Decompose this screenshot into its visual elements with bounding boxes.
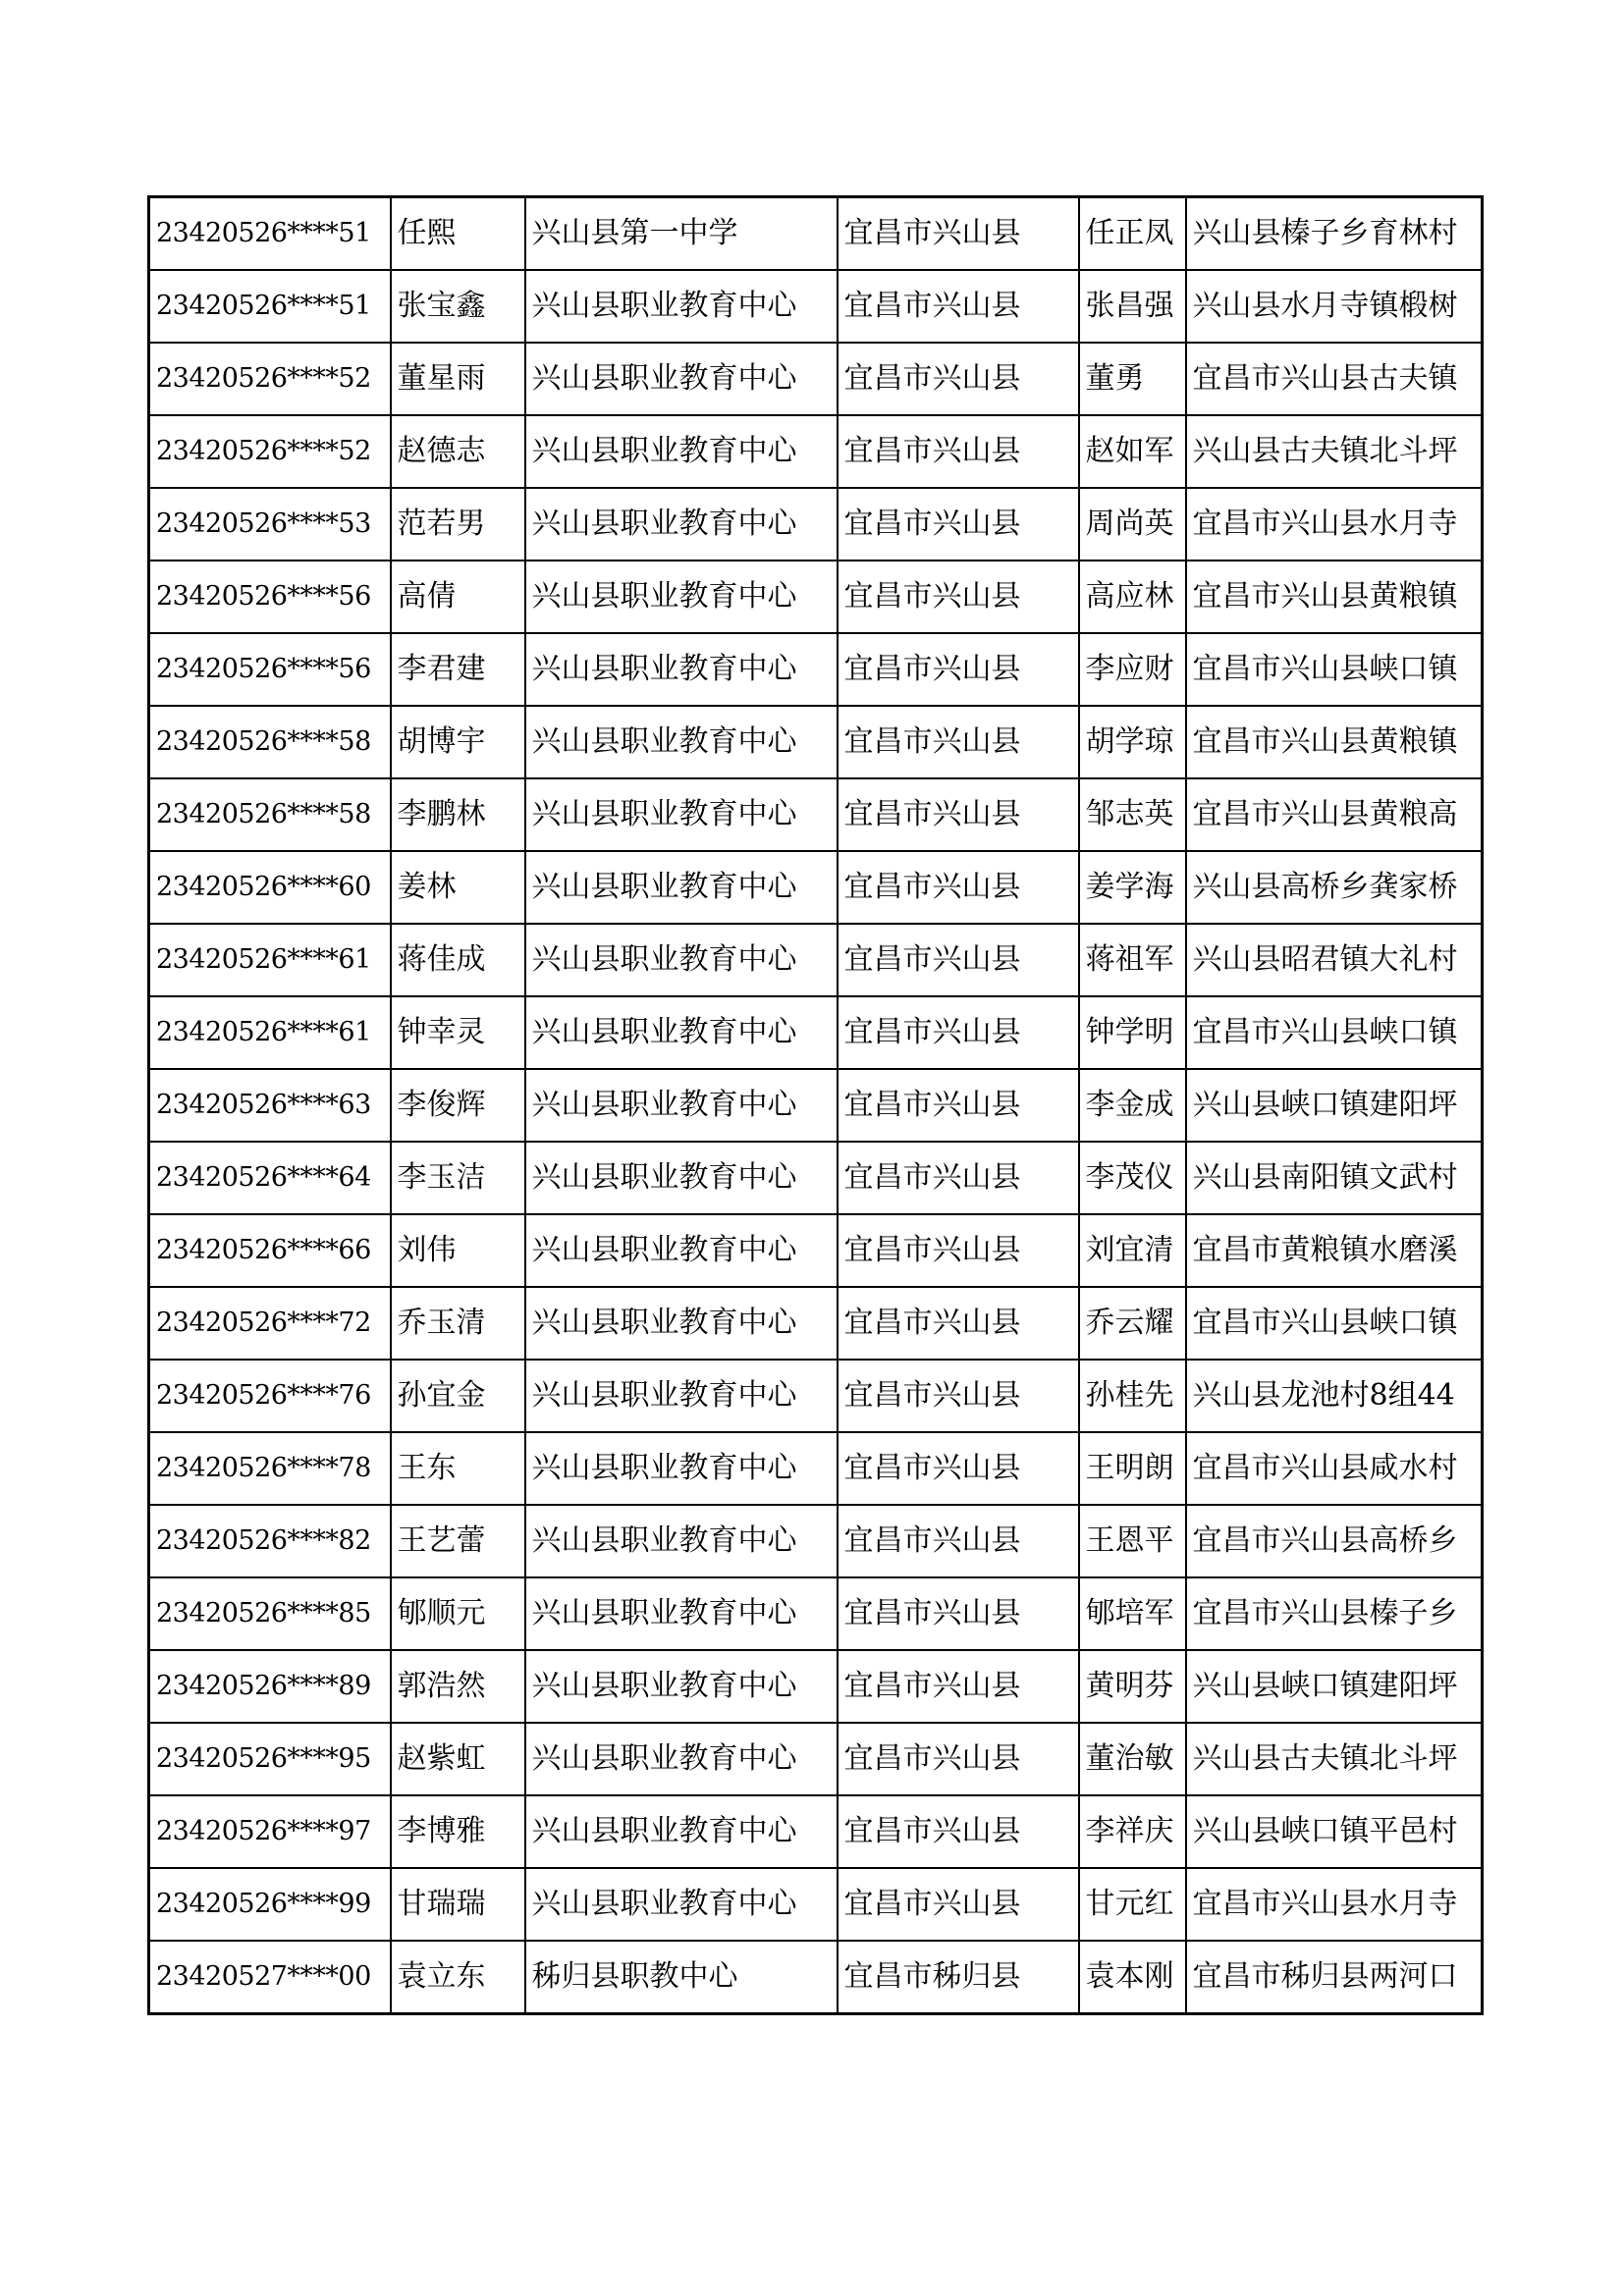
address-cell: 兴山县龙池村8组44 (1186, 1360, 1483, 1432)
student-name-cell: 郇顺元 (391, 1577, 525, 1650)
table-row (149, 633, 1483, 706)
address-cell: 宜昌市兴山县黄粮镇 (1186, 706, 1483, 778)
guardian-name-cell: 董治敏 (1079, 1723, 1186, 1795)
address-cell: 宜昌市兴山县水月寺 (1186, 488, 1483, 561)
address-cell: 宜昌市兴山县峡口镇 (1186, 1287, 1483, 1360)
region-cell: 宜昌市兴山县 (838, 197, 1079, 271)
address-cell: 宜昌市秭归县两河口 (1186, 1941, 1483, 2014)
school-cell: 兴山县职业教育中心 (525, 1577, 838, 1650)
region-cell: 宜昌市兴山县 (838, 1795, 1079, 1868)
address-cell: 兴山县榛子乡育林村 (1186, 197, 1483, 271)
student-name-cell: 乔玉清 (391, 1287, 525, 1360)
school-cell: 兴山县职业教育中心 (525, 415, 838, 488)
id-number-cell: 23420526****58 (149, 706, 391, 778)
guardian-name-cell: 董勇 (1079, 343, 1186, 415)
id-number-cell: 23420526****63 (149, 1069, 391, 1142)
address-cell: 宜昌市兴山县咸水村 (1186, 1432, 1483, 1505)
guardian-name-cell: 李金成 (1079, 1069, 1186, 1142)
student-name-cell: 刘伟 (391, 1214, 525, 1287)
id-number-cell: 23420526****99 (149, 1868, 391, 1941)
id-number-cell: 23420526****56 (149, 633, 391, 706)
student-name-cell: 范若男 (391, 488, 525, 561)
school-cell: 兴山县职业教育中心 (525, 778, 838, 851)
id-number-cell: 23420526****56 (149, 561, 391, 633)
table-row (149, 1505, 1483, 1577)
region-cell: 宜昌市兴山县 (838, 1505, 1079, 1577)
region-cell: 宜昌市兴山县 (838, 924, 1079, 996)
region-cell: 宜昌市兴山县 (838, 1360, 1079, 1432)
student-name-cell: 胡博宇 (391, 706, 525, 778)
id-number-cell: 23420526****60 (149, 851, 391, 924)
table-row (149, 1360, 1483, 1432)
id-number-cell: 23420526****51 (149, 270, 391, 343)
student-name-cell: 李玉洁 (391, 1142, 525, 1214)
table-row (149, 996, 1483, 1069)
school-cell: 兴山县职业教育中心 (525, 561, 838, 633)
address-cell: 兴山县高桥乡龚家桥 (1186, 851, 1483, 924)
address-cell: 宜昌市兴山县古夫镇 (1186, 343, 1483, 415)
guardian-name-cell: 蒋祖军 (1079, 924, 1186, 996)
guardian-name-cell: 周尚英 (1079, 488, 1186, 561)
id-number-cell: 23420527****00 (149, 1941, 391, 2014)
id-number-cell: 23420526****61 (149, 924, 391, 996)
table-row (149, 778, 1483, 851)
student-name-cell: 张宝鑫 (391, 270, 525, 343)
school-cell: 兴山县职业教育中心 (525, 996, 838, 1069)
region-cell: 宜昌市兴山县 (838, 415, 1079, 488)
id-number-cell: 23420526****72 (149, 1287, 391, 1360)
school-cell: 兴山县职业教育中心 (525, 1868, 838, 1941)
table-row (149, 343, 1483, 415)
address-cell: 兴山县峡口镇平邑村 (1186, 1795, 1483, 1868)
table-row (149, 851, 1483, 924)
id-number-cell: 23420526****76 (149, 1360, 391, 1432)
address-cell: 宜昌市兴山县黄粮高 (1186, 778, 1483, 851)
region-cell: 宜昌市兴山县 (838, 706, 1079, 778)
table-row (149, 706, 1483, 778)
region-cell: 宜昌市兴山县 (838, 851, 1079, 924)
guardian-name-cell: 张昌强 (1079, 270, 1186, 343)
student-name-cell: 钟幸灵 (391, 996, 525, 1069)
guardian-name-cell: 姜学海 (1079, 851, 1186, 924)
address-cell: 兴山县水月寺镇椴树 (1186, 270, 1483, 343)
table-row (149, 1432, 1483, 1505)
table-row (149, 1142, 1483, 1214)
school-cell: 兴山县职业教育中心 (525, 1214, 838, 1287)
school-cell: 兴山县职业教育中心 (525, 1142, 838, 1214)
region-cell: 宜昌市秭归县 (838, 1941, 1079, 2014)
table-row (149, 488, 1483, 561)
table-row (149, 924, 1483, 996)
region-cell: 宜昌市兴山县 (838, 488, 1079, 561)
address-cell: 兴山县古夫镇北斗坪 (1186, 1723, 1483, 1795)
student-name-cell: 蒋佳成 (391, 924, 525, 996)
student-name-cell: 赵紫虹 (391, 1723, 525, 1795)
guardian-name-cell: 孙桂先 (1079, 1360, 1186, 1432)
region-cell: 宜昌市兴山县 (838, 1650, 1079, 1723)
guardian-name-cell: 高应林 (1079, 561, 1186, 633)
table-row (149, 415, 1483, 488)
table-row (149, 1069, 1483, 1142)
id-number-cell: 23420526****51 (149, 197, 391, 271)
id-number-cell: 23420526****95 (149, 1723, 391, 1795)
id-number-cell: 23420526****66 (149, 1214, 391, 1287)
guardian-name-cell: 乔云耀 (1079, 1287, 1186, 1360)
student-name-cell: 赵德志 (391, 415, 525, 488)
address-cell: 兴山县峡口镇建阳坪 (1186, 1650, 1483, 1723)
address-cell: 宜昌市兴山县峡口镇 (1186, 633, 1483, 706)
address-cell: 兴山县峡口镇建阳坪 (1186, 1069, 1483, 1142)
student-name-cell: 王艺蕾 (391, 1505, 525, 1577)
address-cell: 宜昌市兴山县高桥乡 (1186, 1505, 1483, 1577)
region-cell: 宜昌市兴山县 (838, 1142, 1079, 1214)
student-name-cell: 高倩 (391, 561, 525, 633)
region-cell: 宜昌市兴山县 (838, 996, 1079, 1069)
guardian-name-cell: 郇培军 (1079, 1577, 1186, 1650)
guardian-name-cell: 钟学明 (1079, 996, 1186, 1069)
school-cell: 兴山县职业教育中心 (525, 1505, 838, 1577)
student-name-cell: 李俊辉 (391, 1069, 525, 1142)
address-cell: 宜昌市兴山县黄粮镇 (1186, 561, 1483, 633)
school-cell: 兴山县职业教育中心 (525, 1360, 838, 1432)
roster-table (147, 195, 1484, 2015)
table-row (149, 1577, 1483, 1650)
guardian-name-cell: 王恩平 (1079, 1505, 1186, 1577)
school-cell: 兴山县第一中学 (525, 197, 838, 271)
student-name-cell: 董星雨 (391, 343, 525, 415)
guardian-name-cell: 王明朗 (1079, 1432, 1186, 1505)
id-number-cell: 23420526****82 (149, 1505, 391, 1577)
id-number-cell: 23420526****97 (149, 1795, 391, 1868)
student-name-cell: 孙宜金 (391, 1360, 525, 1432)
table-row (149, 1287, 1483, 1360)
student-name-cell: 李君建 (391, 633, 525, 706)
region-cell: 宜昌市兴山县 (838, 343, 1079, 415)
id-number-cell: 23420526****61 (149, 996, 391, 1069)
guardian-name-cell: 李祥庆 (1079, 1795, 1186, 1868)
address-cell: 兴山县南阳镇文武村 (1186, 1142, 1483, 1214)
region-cell: 宜昌市兴山县 (838, 561, 1079, 633)
guardian-name-cell: 刘宜清 (1079, 1214, 1186, 1287)
address-cell: 兴山县昭君镇大礼村 (1186, 924, 1483, 996)
id-number-cell: 23420526****53 (149, 488, 391, 561)
student-name-cell: 李鹏林 (391, 778, 525, 851)
school-cell: 兴山县职业教育中心 (525, 851, 838, 924)
id-number-cell: 23420526****52 (149, 415, 391, 488)
region-cell: 宜昌市兴山县 (838, 1432, 1079, 1505)
school-cell: 兴山县职业教育中心 (525, 1432, 838, 1505)
region-cell: 宜昌市兴山县 (838, 778, 1079, 851)
school-cell: 兴山县职业教育中心 (525, 1069, 838, 1142)
address-cell: 宜昌市兴山县水月寺 (1186, 1868, 1483, 1941)
id-number-cell: 23420526****58 (149, 778, 391, 851)
address-cell: 宜昌市黄粮镇水磨溪 (1186, 1214, 1483, 1287)
school-cell: 兴山县职业教育中心 (525, 1795, 838, 1868)
region-cell: 宜昌市兴山县 (838, 270, 1079, 343)
table-row (149, 561, 1483, 633)
guardian-name-cell: 任正凤 (1079, 197, 1186, 271)
table-row (149, 1723, 1483, 1795)
table-row (149, 1214, 1483, 1287)
school-cell: 兴山县职业教育中心 (525, 1650, 838, 1723)
guardian-name-cell: 邹志英 (1079, 778, 1186, 851)
id-number-cell: 23420526****78 (149, 1432, 391, 1505)
student-name-cell: 王东 (391, 1432, 525, 1505)
id-number-cell: 23420526****64 (149, 1142, 391, 1214)
table-row (149, 1941, 1483, 2014)
region-cell: 宜昌市兴山县 (838, 1214, 1079, 1287)
region-cell: 宜昌市兴山县 (838, 1723, 1079, 1795)
school-cell: 秭归县职教中心 (525, 1941, 838, 2014)
school-cell: 兴山县职业教育中心 (525, 1287, 838, 1360)
region-cell: 宜昌市兴山县 (838, 1287, 1079, 1360)
school-cell: 兴山县职业教育中心 (525, 706, 838, 778)
roster-body (149, 197, 1483, 2014)
table-row (149, 1650, 1483, 1723)
guardian-name-cell: 李茂仪 (1079, 1142, 1186, 1214)
student-name-cell: 任熙 (391, 197, 525, 271)
region-cell: 宜昌市兴山县 (838, 1577, 1079, 1650)
table-row (149, 270, 1483, 343)
school-cell: 兴山县职业教育中心 (525, 270, 838, 343)
region-cell: 宜昌市兴山县 (838, 1868, 1079, 1941)
student-name-cell: 甘瑞瑞 (391, 1868, 525, 1941)
school-cell: 兴山县职业教育中心 (525, 924, 838, 996)
table-row (149, 197, 1483, 271)
region-cell: 宜昌市兴山县 (838, 633, 1079, 706)
region-cell: 宜昌市兴山县 (838, 1069, 1079, 1142)
guardian-name-cell: 李应财 (1079, 633, 1186, 706)
school-cell: 兴山县职业教育中心 (525, 1723, 838, 1795)
school-cell: 兴山县职业教育中心 (525, 488, 838, 561)
student-name-cell: 姜林 (391, 851, 525, 924)
school-cell: 兴山县职业教育中心 (525, 633, 838, 706)
guardian-name-cell: 赵如军 (1079, 415, 1186, 488)
id-number-cell: 23420526****85 (149, 1577, 391, 1650)
table-row (149, 1868, 1483, 1941)
guardian-name-cell: 黄明芬 (1079, 1650, 1186, 1723)
address-cell: 兴山县古夫镇北斗坪 (1186, 415, 1483, 488)
guardian-name-cell: 袁本刚 (1079, 1941, 1186, 2014)
address-cell: 宜昌市兴山县榛子乡 (1186, 1577, 1483, 1650)
address-cell: 宜昌市兴山县峡口镇 (1186, 996, 1483, 1069)
table-row (149, 1795, 1483, 1868)
id-number-cell: 23420526****89 (149, 1650, 391, 1723)
school-cell: 兴山县职业教育中心 (525, 343, 838, 415)
guardian-name-cell: 甘元红 (1079, 1868, 1186, 1941)
student-name-cell: 李博雅 (391, 1795, 525, 1868)
id-number-cell: 23420526****52 (149, 343, 391, 415)
guardian-name-cell: 胡学琼 (1079, 706, 1186, 778)
student-name-cell: 袁立东 (391, 1941, 525, 2014)
student-name-cell: 郭浩然 (391, 1650, 525, 1723)
